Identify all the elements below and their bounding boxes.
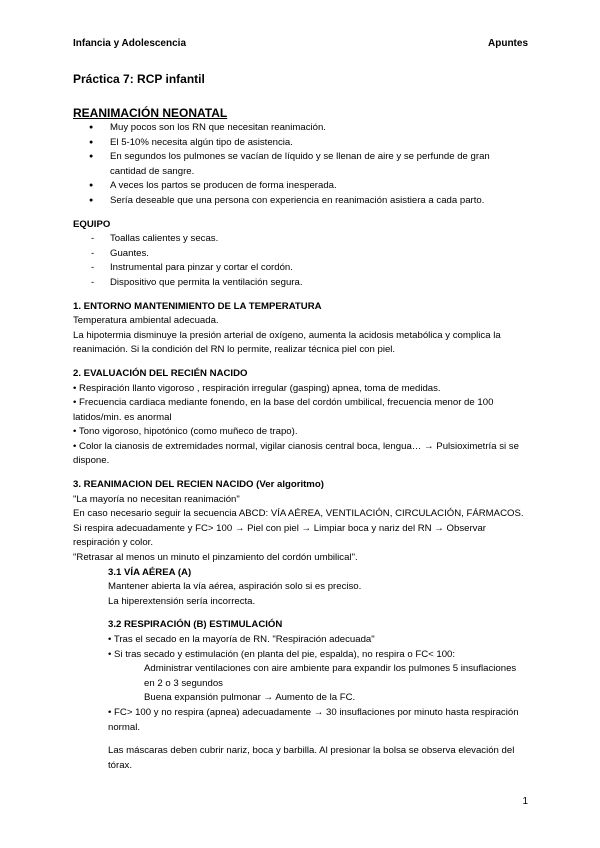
subsection-3-1-heading: 3.1 VÍA AÉREA (A) — [108, 566, 192, 578]
header-course: Infancia y Adolescencia — [73, 38, 187, 49]
paragraph: • Tras el secado en la mayoría de RN. "Respiración adecuada" — [108, 634, 375, 645]
paragraph: En caso necesario seguir la secuencia ABCD: VÍA AÉREA, VENTILACIÓN, CIRCULACIÓN, FÁRMACOS. — [73, 508, 524, 520]
paragraph: Temperatura ambiental adecuada. — [73, 315, 219, 327]
paragraph: • FC> 100 y no respira (apnea) adecuadamente → 30 insuflaciones por minuto hasta respiración normal. — [108, 706, 519, 733]
list-item: ● El 5-10% necesita algún tipo de asistencia. — [73, 136, 528, 151]
list-item: - Instrumental para pinzar y cortar el cordón. — [73, 261, 528, 276]
paragraph: • Frecuencia cardiaca mediante fonendo, en la base del cordón umbilical, frecuencia menor de 100 latidos/min. es anormal — [73, 397, 494, 423]
neonatal-bullet-list — [73, 121, 528, 209]
page-number: 1 — [522, 796, 528, 807]
paragraph: La hiperextensión sería incorrecta. — [108, 595, 256, 607]
section-3-heading: 3. REANIMACION DEL RECIEN NACIDO (Ver algoritmo) — [73, 479, 324, 491]
paragraph: "Retrasar al menos un minuto el pinzamiento del cordón umbilical". — [73, 552, 358, 564]
section-heading-neonatal: REANIMACIÓN NEONATAL — [73, 106, 228, 120]
paragraph: • Tono vigoroso, hipotónico (como muñeco de trapo). — [73, 426, 298, 438]
list-item: - Dispositivo que permita la ventilación segura. — [73, 276, 528, 291]
paragraph: La hipotermia disminuye la presión arterial de oxígeno, aumenta la acidosis metabólica y complica la reanimación. Si la condición del RN lo permite, realizar técnica piel con piel. — [73, 329, 501, 356]
paragraph: Si respira adecuadamente y FC> 100 → Piel con piel → Limpiar boca y nariz del RN → Observar respiración y color. — [73, 522, 486, 549]
subsection-airway — [73, 566, 528, 663]
header-notes: Apuntes — [488, 38, 528, 49]
subsection-breathing-cont — [73, 706, 528, 773]
list-item: ● A veces los partos se producen de forma inesperada. — [73, 179, 528, 194]
nested-block — [73, 662, 528, 706]
equipo-heading: EQUIPO — [73, 218, 111, 230]
paragraph: Mantener abierta la vía aérea, aspiración solo si es preciso. — [108, 581, 362, 593]
section-2-heading: 2. EVALUACIÓN DEL RECIÉN NACIDO — [73, 367, 248, 379]
content-body — [73, 105, 528, 773]
equipo-list — [73, 232, 528, 290]
paragraph: "La mayoría no necesitan reanimación" — [73, 493, 240, 505]
paragraph: Las máscaras deben cubrir nariz, boca y barbilla. Al presionar la bolsa se observa elevación del tórax. — [108, 745, 515, 771]
paragraph: • Color la cianosis de extremidades normal, vigilar cianosis central boca, lengua… → Pulsioximetría si se dispone. — [73, 440, 519, 467]
paragraph: Buena expansión pulmonar → Aumento de la FC. — [144, 692, 356, 704]
paragraph: • Respiración llanto vigoroso , respiración irregular (gasping) apnea, toma de medidas. — [73, 382, 441, 394]
list-item: ● Muy pocos son los RN que necesitan reanimación. — [73, 121, 528, 136]
list-item: ● Sería deseable que una persona con experiencia en reanimación asistiera a cada parto. — [73, 194, 528, 209]
list-item: ● En segundos los pulmones se vacían de líquido y se llenan de aire y se perfunde de gran cantidad de sangre. — [73, 150, 528, 179]
subsection-3-2-heading: 3.2 RESPIRACIÓN (B) ESTIMULACIÓN — [108, 619, 283, 631]
section-1-heading: 1. ENTORNO MANTENIMIENTO DE LA TEMPERATURA — [73, 300, 322, 312]
list-item: - Toallas calientes y secas. — [73, 232, 528, 247]
paragraph: • Si tras secado y estimulación (en planta del pie, espalda), no respira o FC< 100: — [108, 648, 456, 660]
list-item: - Guantes. — [73, 247, 528, 262]
page-title: Práctica 7: RCP infantil — [73, 72, 205, 86]
paragraph: Administrar ventilaciones con aire ambiente para expandir los pulmones 5 insuflaciones en 2 o 3 segundos — [144, 663, 517, 689]
